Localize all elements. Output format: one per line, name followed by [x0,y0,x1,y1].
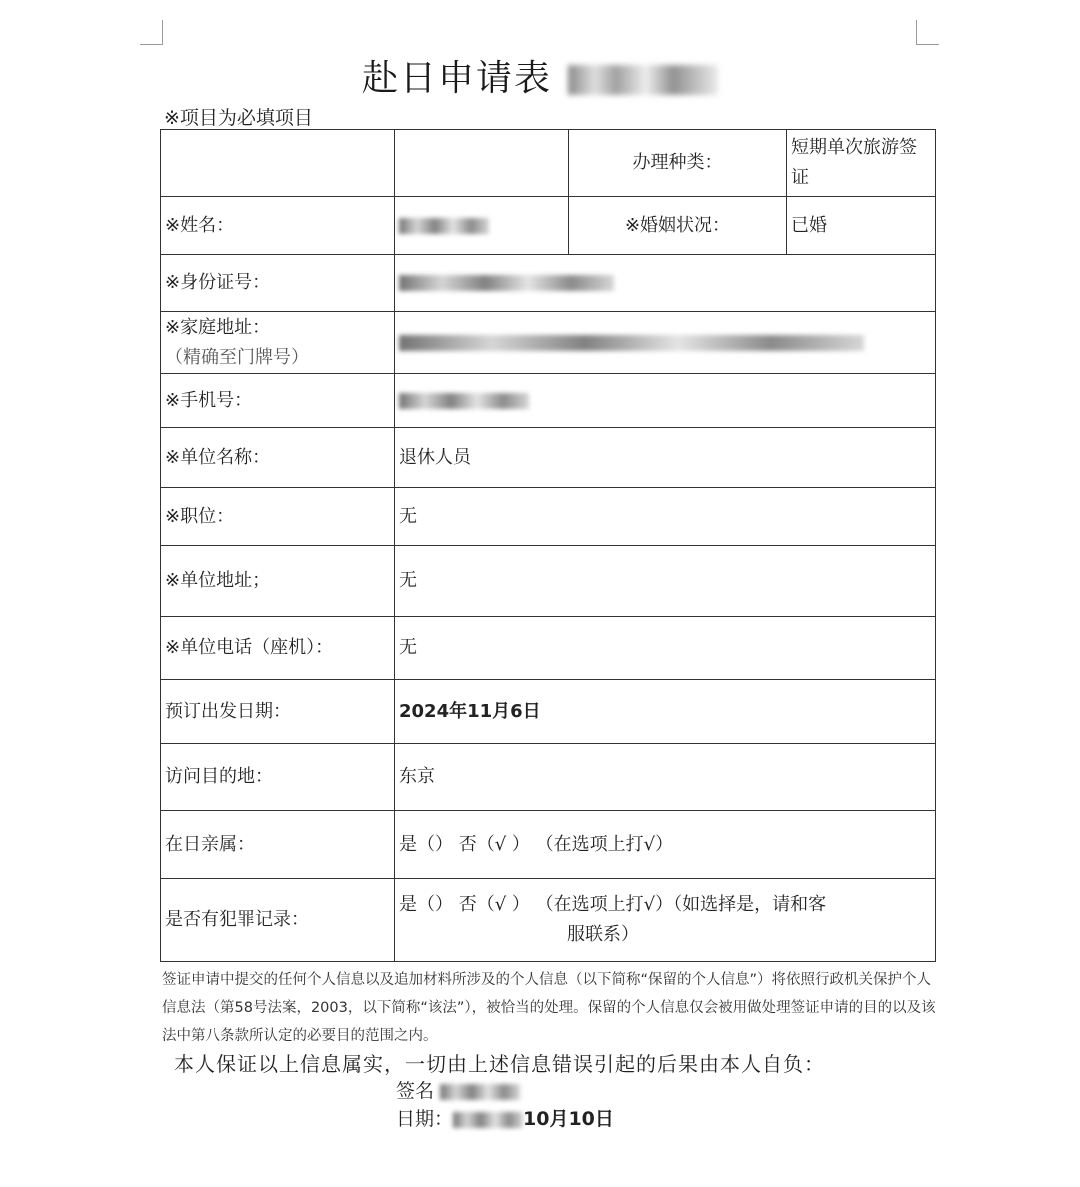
date-label: 日期： [396,1108,454,1130]
redacted-signature [440,1084,520,1100]
signature-label: 签名 [396,1080,435,1102]
table-row [161,197,936,255]
table-row [161,255,936,312]
empty-cell [395,130,569,197]
id-value [395,255,936,312]
table-row [161,680,936,744]
position-label: ※职位： [161,488,395,546]
redacted-address [399,335,864,351]
required-note: ※项目为必填项目 [164,107,313,129]
table-row [161,374,936,428]
crop-mark-top-right [916,20,939,45]
address-label-cell [161,312,395,374]
privacy-disclaimer: 签证申请中提交的任何个人信息以及追加材料所涉及的个人信息（以下简称“保留的个人信息”）将依照行政机关保护个人信息法（第58号法案，2003，以下简称“该法”），被恰当的处理。保留的个人信息仅会被用做处理签证申请的目的以及该法中第八条款所认定的必要目的范围之内。 [162,972,936,1044]
destination-label: 访问目的地： [161,744,395,811]
criminal-value-line-1: 是（） 否（√ ） （在选项上打√）（如选择是，请和客 [399,894,827,915]
application-form-table [160,129,936,962]
empty-cell [161,130,395,197]
criminal-value-cell [395,879,936,962]
criminal-value-line-2: 服联系） [567,924,639,945]
departure-value: 2024年11月6日 [395,680,936,744]
employer-value: 退休人员 [395,428,936,488]
table-row [161,811,936,879]
work-phone-label: ※单位电话（座机）： [161,617,395,680]
type-label: 办理种类： [569,130,787,197]
redacted-title-suffix [568,65,718,95]
table-row [161,488,936,546]
pledge-statement: 本人保证以上信息属实，一切由上述信息错误引起的后果由本人自负： [174,1052,825,1076]
destination-value: 东京 [395,744,936,811]
redacted-name [399,218,489,234]
address-sublabel: （精确至门牌号） [165,346,309,368]
marital-value: 已婚 [787,197,936,255]
name-value [395,197,569,255]
table-row [161,428,936,488]
work-address-label: ※单位地址； [161,546,395,617]
table-row [161,546,936,617]
name-label: ※姓名： [161,197,395,255]
table-row [161,744,936,811]
phone-value [395,374,936,428]
table-row [161,312,936,374]
date-line [396,1104,614,1131]
type-value: 短期单次旅游签证 [787,130,936,197]
address-label: ※家庭地址： [165,316,271,338]
table-row [161,130,936,197]
employer-label: ※单位名称： [161,428,395,488]
date-value: 10月10日 [523,1108,614,1130]
id-label: ※身份证号： [161,255,395,312]
departure-label: 预订出发日期： [161,680,395,744]
crop-mark-top-left [140,20,163,45]
relatives-value: 是（） 否（√ ） （在选项上打√） [395,811,936,879]
criminal-label: 是否有犯罪记录： [161,879,395,962]
address-value [395,312,936,374]
redacted-phone [399,393,529,409]
redacted-id-number [399,275,614,291]
work-phone-value: 无 [395,617,936,680]
phone-label: ※手机号： [161,374,395,428]
form-title: 赴日申请表 [0,50,1080,101]
position-value: 无 [395,488,936,546]
work-address-value: 无 [395,546,936,617]
marital-label: ※婚姻状况： [569,197,787,255]
signature-line [396,1076,520,1103]
redacted-date-year [453,1112,523,1128]
relatives-label: 在日亲属： [161,811,395,879]
table-row [161,879,936,962]
table-row [161,617,936,680]
